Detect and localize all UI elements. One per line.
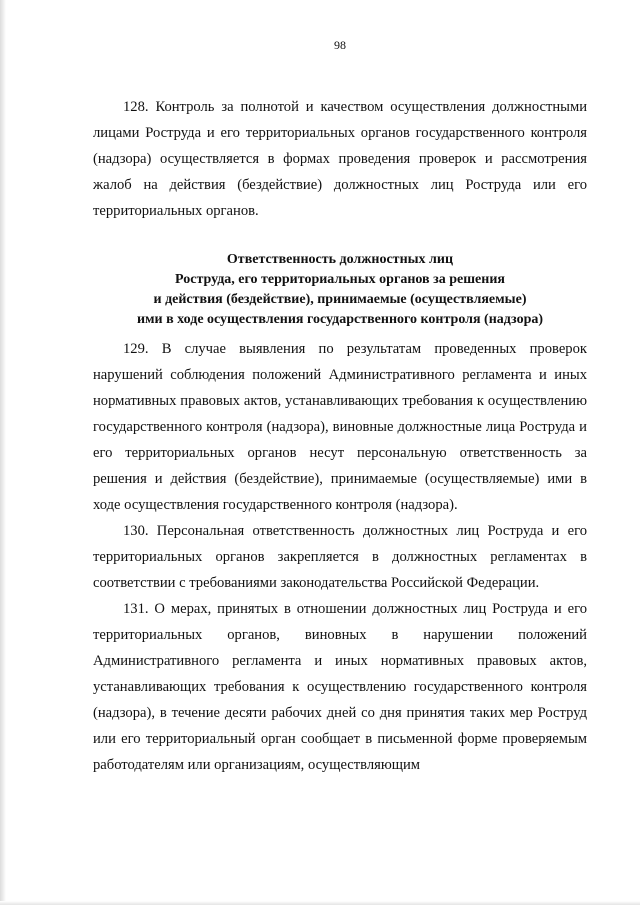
paragraph-130: 130. Персональная ответственность должностных лиц Роструда и его территориальных органов закрепляется в должностных регламентах в соответствии с требованиями законодательства Российской Федерации. — [93, 523, 587, 591]
paragraph-131: 131. О мерах, принятых в отношении должностных лиц Роструда и его территориальных органов, виновных в нарушении положений Административного регламента и иных нормативных правовых актов, устанавливающих требования к осуществлению государственного контроля (надзора), в течение десяти рабочих дней со дня принятия таких мер Роструд или его территориальный орган сообщает в письменной форме проверяемым работодателям или организациям, осуществляющим — [93, 601, 587, 773]
paragraph-block-top — [93, 94, 587, 224]
heading-line-2: Роструда, его территориальных органов за решения — [175, 272, 505, 287]
heading-line-3: и действия (бездействие), принимаемые (осуществляемые) — [153, 292, 527, 307]
paragraph-128: 128. Контроль за полнотой и качеством осуществления должностными лицами Роструда и его территориальных органов государственного контроля (надзора) осуществляется в формах проведения проверок и рассмотрения жалоб на действия (бездействие) должностных лиц Роструда или его территориальных органов. — [93, 99, 587, 219]
paragraph-129: 129. В случае выявления по результатам проведенных проверок нарушений соблюдения положений Административного регламента и иных нормативных правовых актов, устанавливающих требования к осуществлению государственного контроля (надзора), виновные должностные лица Роструда и его территориальных органов несут персональную ответственность за решения и действия (бездействие), принимаемые (осуществляемые) ими в ходе осуществления государственного контроля (надзора). — [93, 341, 587, 513]
scan-edge-shadow — [0, 0, 6, 905]
heading-line-1: Ответственность должностных лиц — [226, 252, 454, 267]
heading-line-4: ими в ходе осуществления государственного контроля (надзора) — [136, 312, 544, 327]
scan-bottom-shadow — [0, 901, 640, 905]
section-heading — [93, 250, 587, 330]
paragraph-block-section — [93, 336, 587, 778]
page-number: 98 — [334, 38, 346, 52]
